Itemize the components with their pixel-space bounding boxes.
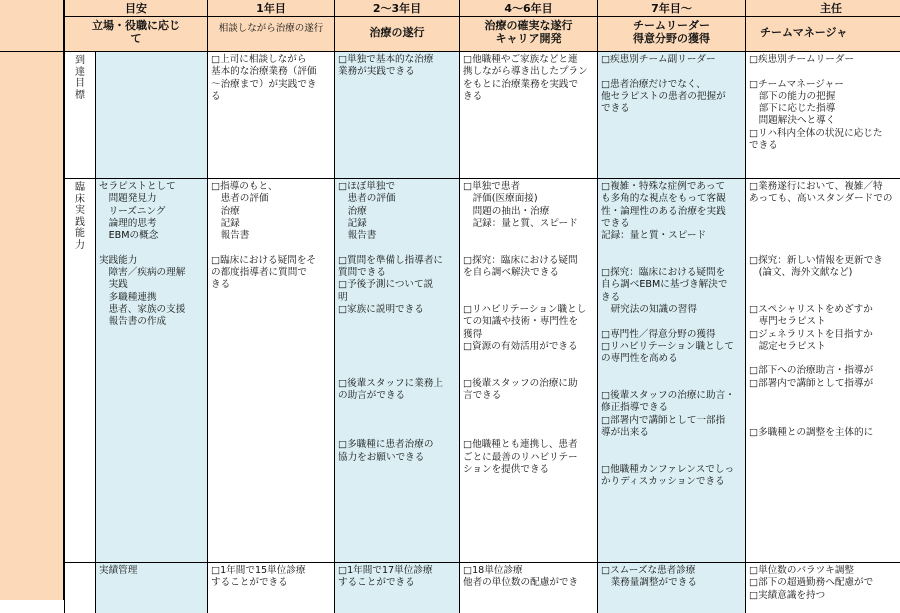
- header-sub-year-2-3: 治療の遂行: [335, 17, 460, 52]
- header-sub-year-7: チームリーダー 得意分野の獲得: [598, 17, 746, 52]
- row-label-goal: 到 達 目 標: [64, 52, 96, 179]
- header-year-7: 7年目〜: [598, 0, 746, 17]
- header-sub-year-4-6: 治療の確実な遂行 キャリア開発: [460, 17, 598, 52]
- header-chief: 主任: [746, 0, 900, 17]
- cell-clinical-chief: □業務遂行において、複雑／特 あっても、高いスタンダードでの □探究：新しい情報を更新でき (論文、海外文献など) □スペシャリストをめざすか 専門セラピスト □ジェネラリストを目指すか 認定セラピスト □部下への治療助言・指導が □部署内で講師として指導が □多職種との調整を主体的に: [746, 179, 900, 563]
- header-sub-year-1: 相談しながら治療の遂行: [208, 17, 335, 52]
- cell-goal-year-4-6: □他職種やご家族などと連 携しながら導き出したプラン をもとに治療業務を実践で きる: [460, 52, 598, 179]
- cell-results-year-1: □1年間で15単位診療 することができる: [208, 563, 335, 613]
- cell-clinical-year-1: □指導のもと、 患者の評価 治療 記録 報告書 □臨床における疑問をそ の都度指導者に質問で きる: [208, 179, 335, 563]
- cell-clinical-year-4-6: □単独で患者 評価(医療面接) 問題の抽出・治療 記録：量と質、スピード □探究：臨床における疑問 を自ら調べ解決できる □リハビリテーション職とし ての知識や技術・専門性を 獲得 □資源の有効活用ができる □後輩スタッフの治療に助 言できる □他職種とも連携し、患者 ごとに最善のリハビリテー ションを提供できる: [460, 179, 598, 563]
- cell-clinical-meyasu: セラピストとして 問題発見力 リーズニング 論理的思考 EBMの概念 実践能力 障害／疾病の理解 実践 多職種連携 患者、家族の支援 報告書の作成: [96, 179, 208, 563]
- header-meyasu: 目安: [64, 0, 208, 17]
- row-label-clinical: 臨 床 実 践 能 力: [64, 179, 96, 563]
- row-label-results: [64, 563, 96, 613]
- cell-results-year-7: □スムーズな患者診療 業務量調整ができる: [598, 563, 746, 613]
- cell-results-year-2-3: □1年間で17単位診療 することができる: [335, 563, 460, 613]
- cell-goal-year-2-3: □単独で基本的な治療 業務が実践できる: [335, 52, 460, 179]
- outer-left-strip: [0, 52, 64, 600]
- header-sub-chief: チームマネージャ: [746, 17, 900, 52]
- corner-cell: [0, 0, 64, 52]
- cell-goal-year-7: □疾患別チーム副リーダー □患者治療だけでなく、 他セラピストの患者の把握が できる: [598, 52, 746, 179]
- cell-results-chief: □単位数のバラツキ調整 □部下の超過勤務へ配慮がで □実績意識を持つ: [746, 563, 900, 613]
- header-year-4-6: 4〜6年目: [460, 0, 598, 17]
- cell-results-year-4-6: □18単位診療 他者の単位数の配慮ができ: [460, 563, 598, 613]
- cell-clinical-year-2-3: □ほぼ単独で 患者の評価 治療 記録 報告書 □質問を準備し指導者に 質問できる □予後予測について説 明 □家族に説明できる □後輩スタッフに業務上 の助言ができる □多職種に患者治療の 協力をお願いできる: [335, 179, 460, 563]
- header-sub-role: 立場・役職に応じ て: [64, 17, 208, 52]
- cell-goal-chief: □疾患別チームリーダー □チームマネージャー 部下の能力の把握 部下に応じた指導 問題解決へと導く □リハ科内全体の状況に応じた できる: [746, 52, 900, 179]
- header-year-1: 1年目: [208, 0, 335, 17]
- header-year-2-3: 2〜3年目: [335, 0, 460, 17]
- cell-goal-meyasu: [96, 52, 208, 179]
- cell-goal-year-1: □上司に相談しながら 基本的な治療業務（評価 〜治療まで）が実践でき る: [208, 52, 335, 179]
- cell-clinical-year-7: □複雑・特殊な症例であって も多角的な視点をもって客観 性・論理性のある治療を実践 できる 記録：量と質・スピード □探究：臨床における疑問を 自ら調べEBMに基づき解決で きる 研究法の知識の習得 □専門性／得意分野の獲得 □リハビリテーション職として の専門性を高める □後輩スタッフの治療に助言・ 修正指導できる □部署内で講師として一部指 導が出来る □他職種カンファレンスでしっ かりディスカッションできる: [598, 179, 746, 563]
- cell-results-meyasu: 実績管理: [96, 563, 208, 613]
